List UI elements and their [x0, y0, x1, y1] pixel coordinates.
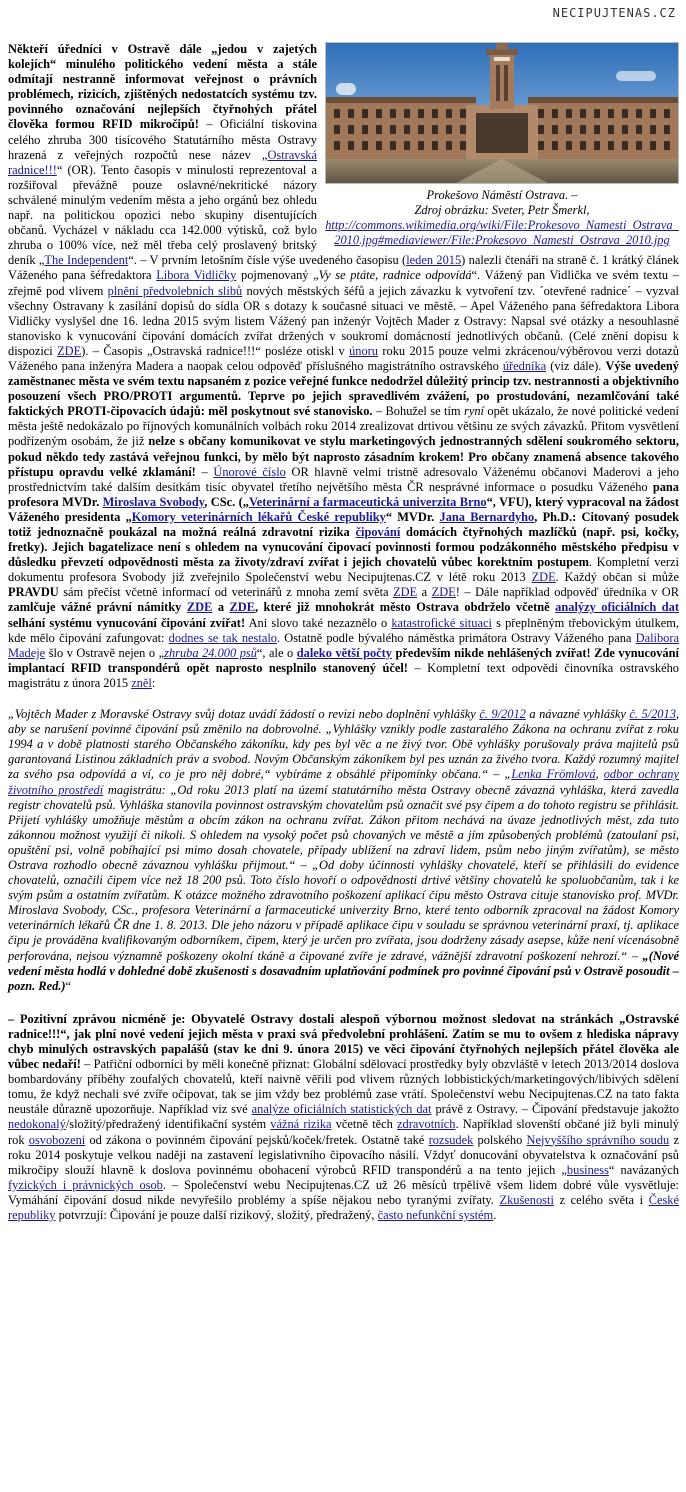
text-span: PRAVDU	[8, 585, 59, 600]
text-span: :	[151, 675, 156, 690]
link-vazna-rizika[interactable]: vážná rizika	[270, 1117, 332, 1132]
link-osvobozeni[interactable]: osvobozeni	[28, 1132, 86, 1147]
link-komora-veterinaru[interactable]: Komory veterinárních lékařů České republiky	[131, 509, 386, 524]
text-span: především nikde nehlášených zvířat! Zde vynucování implantací RFID transpondérů opět naprosto nesplnilo stanovený účel!	[8, 645, 679, 675]
text-span: zamlčuje vážné právní námitky	[8, 600, 187, 615]
link-jan-bernardy[interactable]: Jana Bernardyho	[439, 509, 535, 524]
text-span: od zákona o povinném čipování pejsků/koček/fretek. Ostatně také	[85, 1132, 429, 1147]
text-span: –	[195, 464, 214, 479]
text-span: Někteří úředníci v Ostravě dále „jedou v zajetých kolejích“ minulého politického vedení města a stále odmítají nestranně informovat veřejnost o právních problémech, rizicích, zjištěných nedostatcích systému tzv. povinného označování nejlepších čtyřnohých přátel člověka formou RFID mikročipů!	[8, 42, 317, 132]
link-fyzickych-pravnickych-osob[interactable]: fyzických i právnických osob	[8, 1177, 163, 1192]
text-span: sám přečíst včetně informací od veterinářů z mnoha zemí světa	[58, 585, 394, 600]
caption-line-1: Prokešovo Náměstí Ostrava. –	[426, 188, 578, 202]
site-logo-text: NECIPUJTENAS.CZ	[552, 6, 676, 20]
text-span: domácích čtyřnohých mazlíčků (např. psi, kočky, fretky). Jejich bagatelizace není s ohledem na vynucování čipovací povinnosti formou podzákonného městského předpisu v důsledku převzetí odpovědnosti města za životy/zdraví zvířat i jejich chovatelů vůbec korektním postupem	[8, 525, 680, 570]
link-urednik[interactable]: úředníka	[502, 358, 547, 373]
text-span: “, VFU), který vypracoval na žádost Váženého presidenta „	[8, 494, 679, 524]
text-span: , Ph.D.: Citovaný posudek totiž jednoznačně poukázal na možná reálná zdravotní rizika	[8, 509, 680, 539]
text-span: . Ostatně podle bývalého náměstka primátora Ostravy Váženého pana	[276, 630, 636, 645]
link-24000-psu[interactable]: zhruba 24.000 psů	[164, 645, 257, 660]
figure	[325, 42, 679, 248]
link-leden-2015[interactable]: leden 2015	[406, 253, 462, 268]
article-body	[8, 42, 679, 1223]
text-span: – Oficiální tiskovina celého zhruba 300 tisícového Statutárního města Ostravy hrazená z veřejných rozpočtů nese název „	[8, 117, 317, 162]
link-business[interactable]: business	[566, 1162, 609, 1177]
text-span: polského	[473, 1132, 527, 1147]
link-plneni-slibu[interactable]: plnění předvolebních slibů	[107, 283, 243, 298]
link-dalibor-madej[interactable]: Dalibora Madeje	[8, 630, 680, 660]
text-span: OR hlavně velmi tristně adresovalo Váženému občanovi Maderovi a jeho prostřednictvím také dalším desítkám tisíc obyvatel třetího největšího města ČR nesprávné informace o posudku Váženého	[8, 464, 679, 494]
link-zde[interactable]: ZDE	[393, 585, 418, 600]
link-daleko-vetsi-pocty[interactable]: daleko větší počty	[296, 645, 392, 660]
text-span: pojmenovaný „	[236, 268, 319, 283]
text-span: „Vojtěch Mader z Moravské Ostravy svůj dotaz uvádí žádostí o revizi nebo doplnění vyhlášky	[8, 707, 480, 722]
paragraph-2-quote	[8, 707, 679, 994]
text-span: Vy se ptáte, radnice odpovídá	[318, 268, 472, 283]
text-span: . Například slovenští občané již byli minulý rok	[8, 1117, 679, 1147]
text-span: s přeplněným třebovickým útulkem, kde mělo čipování zafungovat:	[8, 615, 679, 645]
link-katastroficka-situace[interactable]: katastrofické situaci	[391, 615, 492, 630]
text-span: selhání systému vynucování čipování zvířat!	[8, 615, 246, 630]
link-vfu-brno[interactable]: Veterinární a farmaceutická univerzita Brno	[248, 494, 487, 509]
link-miroslav-svoboda[interactable]: Miroslava Svobody	[102, 494, 205, 509]
text-span: právě z Ostravy. – Čipování představuje jakožto	[431, 1102, 679, 1117]
text-span: , které již mnohokrát město Ostrava obdrželo včetně	[254, 600, 556, 615]
link-ceske-republiky[interactable]: České republiky	[8, 1192, 679, 1223]
text-span: nových městských šéfů a jejich závazku k vytvoření tzv. ´otevřené radnice´ – vyzval všechny Ostravany k zasílání dopisů do sídla OR s dotazy k současné situaci ve městě. – Apel Váženého pana šéfredaktora Libora Vidličky vyslyšel dne 16. ledna 2015 svým listem Vážený pan inženýr Vojtěch Mader z Ostravy: Napsal své otázky a nesouhlasné stanovisko k vynucování čipování domácích zvířat držených v soukromí domácností jednotlivých občanů. (Celé znění dopisu k dispozici	[8, 283, 679, 358]
text-span: (viz dále).	[546, 358, 606, 373]
text-span: “ MVDr.	[385, 509, 440, 524]
paragraph-3	[8, 1012, 679, 1223]
text-span: “ (OR). Tento časopis v minulosti reprezentoval a rozšiřoval převážně pouze oslavné/nekritické názory schválené minulým vedením města a jeho orgánů bez ohledu např. na politickou opozici nebo skupiny disentujících občanů. Vycházel v nákladu cca 142.000 výtisků, což bylo zhruba o 100% více, než měl třeba celý proslavený britský deník „	[8, 162, 317, 268]
text-span: “, ale o	[256, 645, 297, 660]
text-span: – Patřiční odborníci by měli konečně přiznat: Globální sdělovací prostředky byly obzvláště v letech 2013/2014 doslova bombardovány příběhy zoufalých chovatelů, kteří naivně věřili pod vlivem různých lobbistických/marketingových/libivých sdělení tomu, že když nechali své zvíře očipovat, tak se jim vždy bez problémů zase vrátí. Společenství webu Necipujtenas.CZ na tato fakta neustále důrazně upozorňuje. Například viz své	[8, 1057, 679, 1117]
text-span: – Bohužel se tím	[372, 404, 464, 419]
text-span: “. – V prvním letošním čísle výše uvedeného časopisu (	[128, 253, 407, 268]
text-span: ) nalezli čtenáři na straně č. 1 krátký článek Váženého pana šéfredaktora	[8, 253, 679, 283]
text-span: . Každý občan si může	[555, 570, 680, 585]
link-zkusenosti[interactable]: Zkušenosti	[499, 1192, 554, 1207]
link-cipovani[interactable]: čipování	[355, 525, 401, 539]
building-photo	[325, 42, 679, 184]
link-casto-nefunkcni-system[interactable]: často nefunkční systém	[377, 1208, 494, 1223]
link-zde[interactable]: ZDE	[229, 600, 255, 615]
text-span: a návazné vyhlášky	[525, 707, 630, 722]
link-vyhlaska-9-2012[interactable]: č. 9/2012	[479, 707, 526, 722]
link-dodnes-se-tak-nestalo[interactable]: dodnes se tak nestalo	[168, 630, 277, 645]
text-span: “ navázaných	[608, 1162, 679, 1177]
link-the-independent[interactable]: The Independent	[44, 253, 129, 268]
text-span: . – Společenství webu Necipujtenas.CZ už 26 měsíců trpělivě všem lidem dobré vůle vysvětluje: Vymáhání čipování dosud nikde nevyřešilo problémy a spíše nějakou nebo tyranými zvířaty.	[8, 1177, 680, 1207]
link-ostravska-radnice[interactable]: Ostravská radnice!!!	[8, 147, 317, 177]
text-span: Ani slovo také nezaznělo o	[245, 615, 392, 630]
text-span: nelze s občany komunikovat ve stylu marketingových jednostranných sdělení soukromého sektoru, pokud někdo tedy zastává veřejnou funkci, by mělo být naprosto zásadním krokem! Pro občany znamená absence takového přístupu opravdu velké zklamání!	[8, 434, 679, 479]
caption-source-link[interactable]: http://commons.wikimedia.org/wiki/File:Prokesovo_Namesti_Ostrava_2010.jpg#mediaviewer/File:Prokesovo_Namesti_Ostrava_2010.jpg	[325, 218, 679, 247]
text-span: potvrzují: Čipování je pouze další rizikový, složitý, předražený,	[55, 1208, 378, 1223]
link-analyza-statistickych-dat[interactable]: analýze oficiálních statistických dat	[251, 1102, 432, 1117]
text-span: „(Nové vedení města hodlá v dohledné době zkušenosti s dosavadním uplatňování podmínek pro povinné čipování psů v Ostravě posoudit – pozn. Red.)	[8, 948, 679, 993]
link-znel[interactable]: zněl	[131, 675, 152, 690]
link-zde[interactable]: ZDE	[531, 570, 556, 585]
link-zde[interactable]: ZDE	[57, 343, 82, 358]
text-span: “	[65, 978, 71, 993]
link-odbor-ochrany[interactable]: odbor ochrany životního prostředí	[8, 767, 679, 797]
link-zde[interactable]: ZDE	[431, 585, 456, 600]
text-span: a	[212, 600, 230, 615]
link-libor-vidlicka[interactable]: Libora Vidličky	[156, 268, 237, 283]
figure-caption	[325, 188, 679, 248]
text-span: ryní	[464, 404, 484, 419]
text-span: , CSc. („	[204, 494, 249, 509]
text-span: magistrátu: „Od roku 2013 platí na území statutárního města Ostravy obecně závazná vyhláška, která zavedla registr chovatelů psů. Vyhláška stanovila povinnost ostravským chovatelům psů označit své psy čipem a do tohoto registru se přihlásit. Přijetí vyhlášky umožňuje městům a obcím zákon na ochranu zvířat. Zákon přitom nechává na úvaze jednotlivých měst, zda tuto zákonnou možnost využijí či nikoli. S ohledem na vysoký počet psů chovaných ve městě a jím způsobených problémů (zatoulaní psi, opuštění psi, volně pobíhající psi mimo dosah chovatele, případy ublížení na zdraví lidem, psům nebo jiným zvířatům), se město Ostrava rozhodlo obecně závaznou vyhlášku přijmout.“ – „Od doby účinnosti vyhlášky chovatelé, kteří se přihlásili do evidence chovatelů, označili čipem více než 18 200 psů. Toto číslo hovoří o odpovědnosti drtivé většiny chovatelů ke spoluobčanům, tak i ke svým psům a ostatním zvířatům. K otázce možného zdravotního poškození aplikací čipu město Ostrava cituje stanovisko prof. MVDr. Miroslava Svobody, CSc., profesora Veterinární a farmaceutické univerzity Brno, které tento odborník zpracoval na žádost Komory veterinárních lékařů ČR dne 1. 8. 2013. Dle jeho názoru v případě aplikace čipu v souladu se správnou veterinární praxí, tj. aplikace čipu je prováděna kvalifikovaným odborníkem, čipem, který je určen pro zvířata, jsou dodrženy zásady asepse, kůže není vícenásobně perforována, nejsou významně poškozeny okolní tkáně a čipované zvíře je zdravé, vážnější zdravotní poškození nehrozí.“ –	[8, 782, 679, 963]
text-span: .	[493, 1208, 497, 1223]
text-span: opět ukázalo, že nové politické vedení města ještě nedokázalo po říjnových komunálních volbách roku 2014 zrealizovat drtivou většinu ze svých závazků. Přitom vysvětlení podřízeným osobám, že již	[8, 404, 679, 449]
text-span: ! – Dále například odpověď úředníka v OR	[455, 585, 679, 600]
text-span: – Pozitivní zprávou nicméně je: Obyvatelé Ostravy dostali alespoň výbornou možnost sledovat na stránkách „Ostravské radnice!!!“, jak plní nové vedení jejich města v praxi svá předvolební prohlášení. Zatím se mu to ovšem z hlediska nápravy chyb minulých ostravských papalášů (stav ke dni 9. února 2015) ve věci čipování čtyřnohých nejlepších přátel člověka ale vůbec nedaří!	[8, 1011, 679, 1072]
text-span: “. Vážený pan Vidlička ve svém textu – zřejmě pod vlivem	[8, 268, 679, 298]
text-span: Výše uvedený zaměstnanec města ve svém textu napsaném z pozice veřejné funkce nedodržel důležitý princip tzv. nestrannosti a objektivního posouzení všech PRO/PROTI argumentů. Teprve po jejich spravedlivém zvážení, po prostudování, nezamlčování také faktických PROTI-čipovacích údajů: měl poskytnout své stanovisko.	[8, 358, 679, 419]
text-span: pana profesora MVDr.	[8, 479, 679, 509]
text-span: včetně těch	[331, 1117, 397, 1132]
text-span: z celého světa i	[553, 1192, 649, 1207]
link-unor[interactable]: únoru	[349, 343, 378, 358]
text-span: , aby se narušení povinné čipování psů změnilo na dobrovolné. „Vyhlášky vznikly podle zastaralého Zákona na ochranu zvířat z roku 1994 a v době platnosti starého Občanského zákoníku, kdy pes byl věc a ne živý tvor. Obě vyhlášky porušovaly práva majitelů psů garantovaná Listinou základních práv a svobod. Novým Občanským zákoníkem byl pes uznán za živého tvora. Každý rozumný majitel za svého psa odpovídá a ví, co je pro něj dobré,“ vybíráme z obsáhlé připomínky občana.“ – „	[8, 707, 679, 782]
text-span: – Kompletní text odpovědi činovníka ostravského magistrátu z února 2015	[8, 660, 679, 690]
text-span: z roku 2014 poskytuje velkou naději na zastavení legislativního čipovacího násilí. Vždyť donucování obyvatelstva k označování psů mikročipy slouží hlavně k doslova povinnému obohacení výrobců RFID transpondérů a na tento jejich „	[8, 1132, 679, 1177]
text-span: . Kompletní verzi dokumentu profesora Svobody již zveřejnilo Společenství webu Necipujtenas.CZ v létě roku 2013	[8, 555, 679, 585]
link-lenka-fromlova[interactable]: Lenka Frömlová	[511, 767, 596, 782]
text-span: /složitý/předražený identifikační systém	[65, 1117, 271, 1132]
link-vyhlaska-5-2013[interactable]: č. 5/2013	[629, 707, 676, 722]
text-span: roku 2015 pouze velmi zkrácenou/výběrovou verzi dotazů Váženého pana inženýra Madera a naopak celou odpověď příslušného magistrátního ostravského	[8, 343, 679, 373]
link-analyza-dat[interactable]: analýzy oficiálních dat	[555, 600, 680, 615]
link-nedokonaly[interactable]: nedokonalý	[8, 1117, 66, 1132]
link-zdravotnich[interactable]: zdravotních	[397, 1117, 456, 1132]
link-unorove-cislo[interactable]: Únorové číslo	[213, 464, 286, 479]
text-span: a	[417, 585, 432, 600]
link-zde[interactable]: ZDE	[186, 600, 213, 615]
text-span: ). – Časopis „Ostravská radnice!!!“ posléze otiskl v	[81, 343, 350, 358]
link-nejvyssi-spravni-soud[interactable]: Nejvyššího správního soudu	[526, 1132, 670, 1147]
caption-line-2: Zdroj obrázku: Sveter, Petr Šmerkl,	[414, 203, 590, 217]
link-rozsudek[interactable]: rozsudek	[428, 1132, 474, 1147]
text-span: šlo v Ostravě nejen o „	[45, 645, 165, 660]
text-span: ,	[595, 767, 604, 782]
